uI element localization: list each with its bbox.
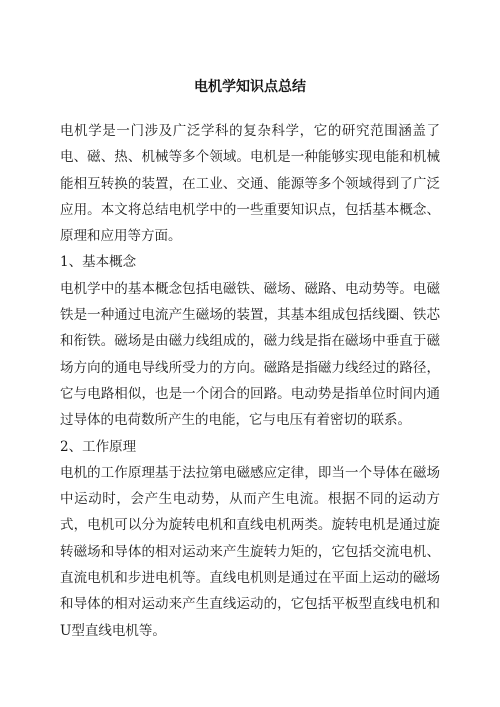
section-body-working-principle: 电机的工作原理基于法拉第电磁感应定律，即当一个导体在磁场中运动时，会产生电动势，从而产生电流。根据不同的运动方式，电机可以分为旋转电机和直线电机两类。旋转电机是通过旋转磁场和导体的相对运动来产生旋转力矩的，它包括交流电机、直流电机和步进电机等。直线电机则是通过在平面上运动的磁场和导体的相对运动来产生直线运动的，它包括平板型直线电机和U型直线电机等。 — [60, 464, 440, 639]
intro-paragraph: 电机学是一门涉及广泛学科的复杂科学，它的研究范围涵盖了电、磁、热、机械等多个领域。电机是一种能够实现电能和机械能相互转换的装置，在工业、交通、能源等多个领域得到了广泛应用。本文将总结电机学中的一些重要知识点，包括基本概念、原理和应用等方面。 — [60, 123, 440, 245]
document-title: 电机学知识点总结 — [194, 79, 306, 95]
section-heading-basic-concepts: 1、基本概念 — [60, 254, 137, 271]
document-content — [60, 118, 440, 644]
section-heading-working-principle: 2、工作原理 — [60, 438, 137, 455]
section-body-basic-concepts: 电机学中的基本概念包括电磁铁、磁场、磁路、电动势等。电磁铁是一种通过电流产生磁场的装置，其基本组成包括线圈、铁芯和衔铁。磁场是由磁力线组成的，磁力线是指在磁场中垂直于磁场方向的通电导线所受力的方向。磁路是指磁力线经过的路径，它与电路相似，也是一个闭合的回路。电动势是指单位时间内通过导体的电荷数所产生的电能，它与电压有着密切的联系。 — [60, 280, 440, 429]
